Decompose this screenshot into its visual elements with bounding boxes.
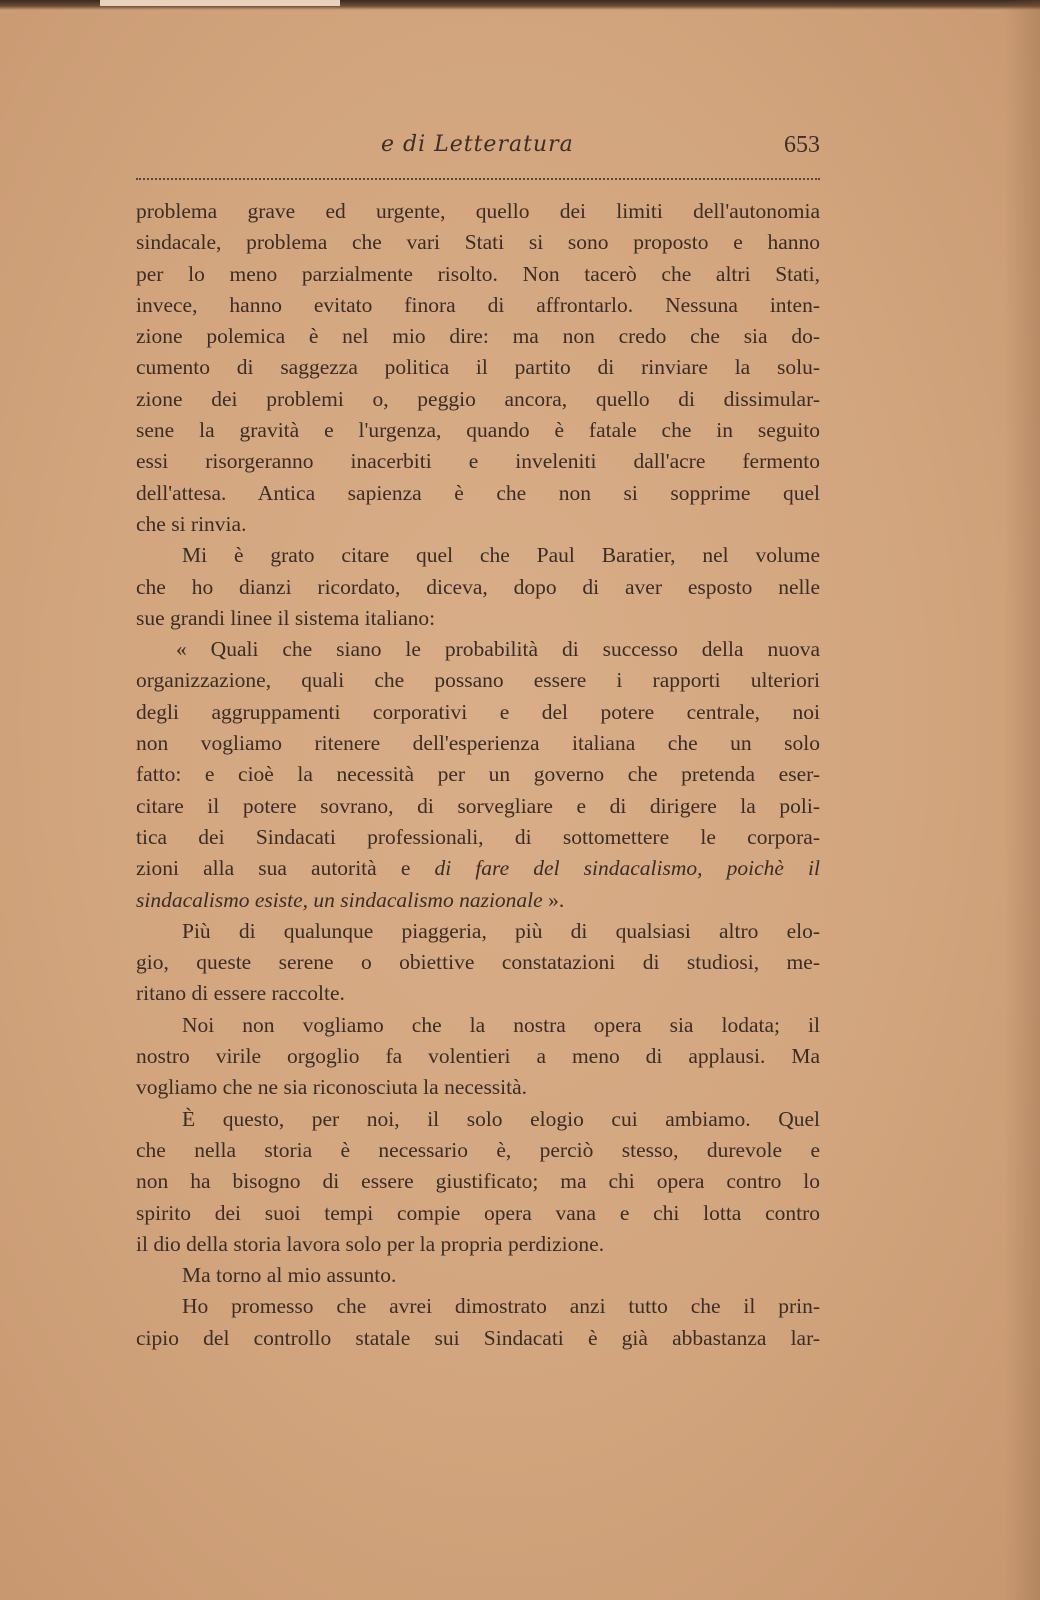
running-title: e di Letteratura — [381, 132, 574, 157]
text-line: È questo, per noi, il solo elogio cui ambiamo. Quel — [182, 1106, 820, 1131]
text-line: Ho promesso che avrei dimostrato anzi tutto che il prin- — [182, 1294, 820, 1319]
text-line: che nella storia è necessario è, perciò stesso, durevole e — [136, 1137, 820, 1162]
page-right-edge-shadow — [1004, 0, 1040, 1600]
quote-line: non vogliamo ritenere dell'esperienza italiana che un solo — [136, 731, 820, 756]
text-line: essi risorgeranno inacerbiti e inveleniti dall'acre fermento — [136, 449, 820, 474]
text-line: problema grave ed urgente, quello dei limiti dell'autonomia — [136, 199, 820, 223]
text-line: sue grandi linee il sistema italiano: — [136, 605, 436, 630]
quote-line: degli aggruppamenti corporativi e del potere centrale, noi — [136, 699, 820, 724]
quote-line: organizzazione, quali che possano essere i rapporti ulteriori — [136, 668, 820, 693]
text-line: spirito dei suoi tempi compie opera vana e chi lotta contro — [136, 1200, 820, 1225]
text-line: zione polemica è nel mio dire: ma non credo che sia do- — [136, 324, 820, 349]
text-line: sene la gravità e l'urgenza, quando è fatale che in seguito — [136, 418, 820, 443]
text-line: Mi è grato citare quel che Paul Baratier, nel volume — [182, 543, 820, 568]
text-line: zione dei problemi o, peggio ancora, quello di dissimular- — [136, 386, 820, 411]
text-line: per lo meno parzialmente risolto. Non tacerò che altri Stati, — [136, 261, 820, 286]
text-line: non ha bisogno di essere giustificato; ma chi opera contro lo — [136, 1169, 820, 1194]
quote-line: fatto: e cioè la necessità per un governo che pretenda eser- — [136, 762, 820, 787]
page-top-edge — [0, 0, 1040, 10]
text-line: nostro virile orgoglio fa volentieri a meno di applausi. Ma — [136, 1044, 820, 1069]
quote-line-italic: di fare del sindacalismo, poichè il — [434, 856, 820, 881]
text-line: che ho dianzi ricordato, diceva, dopo di aver esposto nelle — [136, 574, 820, 599]
text-line: che si rinvia. — [136, 511, 247, 536]
text-line: il dio della storia lavora solo per la propria perdizione. — [136, 1231, 605, 1256]
text-line: cipio del controllo statale sui Sindacati è già abbastanza lar- — [136, 1325, 820, 1350]
text-line: Più di qualunque piaggeria, più di qualsiasi altro elo- — [182, 918, 820, 943]
header-dotted-rule — [136, 178, 820, 180]
quote-line: tica dei Sindacati professionali, di sottomettere le corpora- — [136, 824, 820, 849]
quote-line — [136, 853, 820, 884]
quote-line — [136, 885, 820, 916]
quote-close: ». — [548, 887, 565, 912]
text-line: Ma torno al mio assunto. — [182, 1263, 397, 1288]
page-number: 653 — [784, 132, 820, 158]
text-line: ritano di essere raccolte. — [136, 981, 345, 1006]
text-line: dell'attesa. Antica sapienza è che non si sopprime quel — [136, 480, 820, 505]
text-line: invece, hanno evitato finora di affrontarlo. Nessuna inten- — [136, 292, 820, 317]
quote-line-roman: zioni alla sua autorità e — [136, 856, 411, 881]
body-text — [136, 196, 820, 1354]
quote-line: citare il potere sovrano, di sorvegliare e di dirigere la poli- — [136, 793, 820, 818]
quote-line-italic: sindacalismo esiste, un sindacalismo nazionale — [136, 887, 543, 912]
page-top-edge-highlight — [100, 0, 340, 6]
text-line: cumento di saggezza politica il partito di rinviare la solu- — [136, 355, 820, 380]
running-header — [136, 132, 820, 168]
text-line: Noi non vogliamo che la nostra opera sia lodata; il — [182, 1012, 820, 1037]
text-line: vogliamo che ne sia riconosciuta la necessità. — [136, 1075, 528, 1100]
text-line: gio, queste serene o obiettive constatazioni di studiosi, me- — [136, 950, 820, 975]
quote-line: « Quali che siano le probabilità di successo della nuova — [176, 637, 820, 662]
text-line: sindacale, problema che vari Stati si sono proposto e hanno — [136, 230, 820, 255]
